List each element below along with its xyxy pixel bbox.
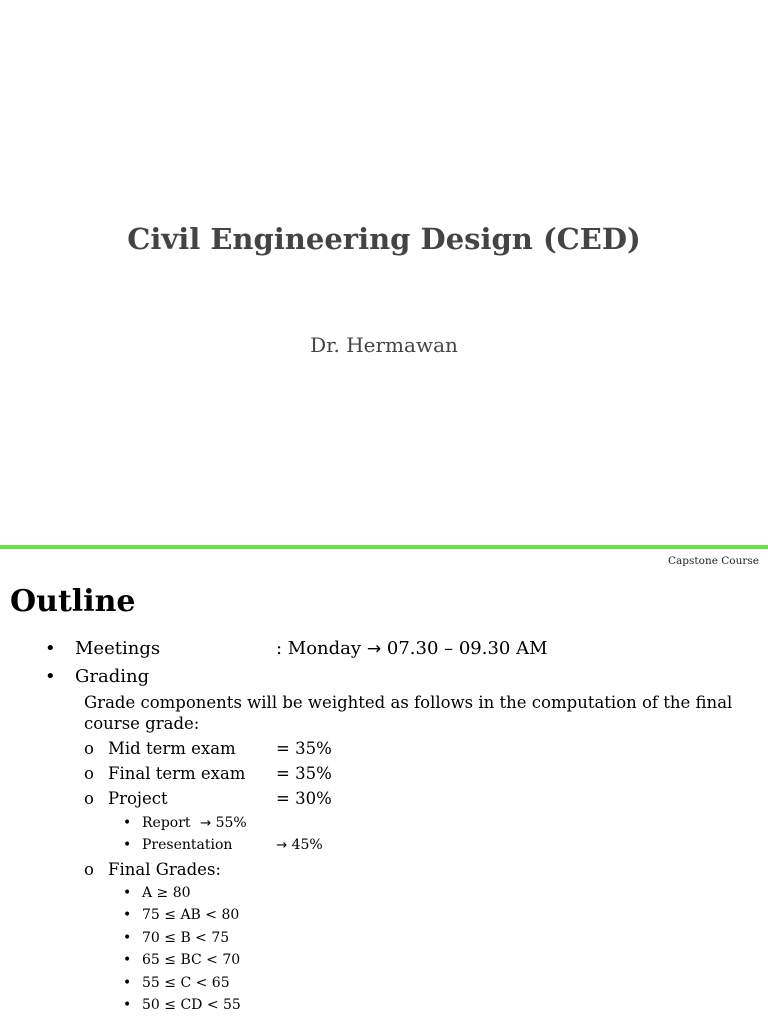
grading-item — [45, 666, 56, 687]
right-arrow-icon: → — [366, 639, 382, 659]
meetings-time: 07.30 – 09.30 AM — [386, 638, 548, 659]
sub-bullet: • — [123, 930, 132, 946]
course-tag: Capstone Course — [668, 555, 759, 567]
component-bullet: o — [84, 764, 94, 783]
grading-label: Grading — [75, 666, 150, 687]
grade-range: 70 ≤ B < 75 — [142, 930, 230, 946]
sub-bullet: • — [123, 815, 132, 831]
grade-range: 65 ≤ BC < 70 — [142, 952, 241, 968]
project-part-name: Report — [142, 815, 191, 831]
sub-bullet: • — [123, 952, 132, 968]
component-value: = 35% — [276, 764, 332, 783]
sub-bullet: • — [123, 837, 132, 853]
component-name: Final term exam — [108, 764, 246, 783]
meetings-item — [45, 638, 56, 659]
project-part-name: Presentation — [142, 837, 233, 853]
right-arrow-icon: → — [200, 816, 212, 831]
bullet-dot: • — [45, 666, 56, 687]
right-arrow-icon: → — [276, 838, 288, 853]
slide-divider — [0, 545, 768, 549]
component-name: Project — [108, 789, 168, 808]
outline-heading: Outline — [10, 584, 136, 619]
component-name: Mid term exam — [108, 739, 236, 758]
sub-bullet: • — [123, 997, 132, 1013]
grading-description: Grade components will be weighted as follows in the computation of the final course grade: — [84, 693, 733, 733]
component-bullet: o — [84, 739, 94, 758]
project-part-value: → 45% — [276, 837, 323, 853]
project-part-value: → 55% — [200, 815, 247, 831]
component-bullet: o — [84, 860, 94, 879]
final-grades-label: Final Grades: — [108, 860, 221, 879]
meetings-day: : Monday — [276, 638, 362, 659]
meetings-label: Meetings — [75, 638, 161, 659]
slide-title: Civil Engineering Design (CED) — [127, 222, 641, 256]
component-value: = 30% — [276, 789, 332, 808]
grade-range: 50 ≤ CD < 55 — [142, 997, 241, 1013]
sub-bullet: • — [123, 907, 132, 923]
component-value: = 35% — [276, 739, 332, 758]
component-bullet: o — [84, 789, 94, 808]
grade-range: A ≥ 80 — [142, 885, 191, 901]
sub-bullet: • — [123, 885, 132, 901]
meetings-value — [276, 638, 548, 659]
grade-range: 55 ≤ C < 65 — [142, 975, 230, 991]
grade-range: 75 ≤ AB < 80 — [142, 907, 240, 923]
slide-author: Dr. Hermawan — [310, 333, 458, 357]
bullet-dot: • — [45, 638, 56, 659]
sub-bullet: • — [123, 975, 132, 991]
